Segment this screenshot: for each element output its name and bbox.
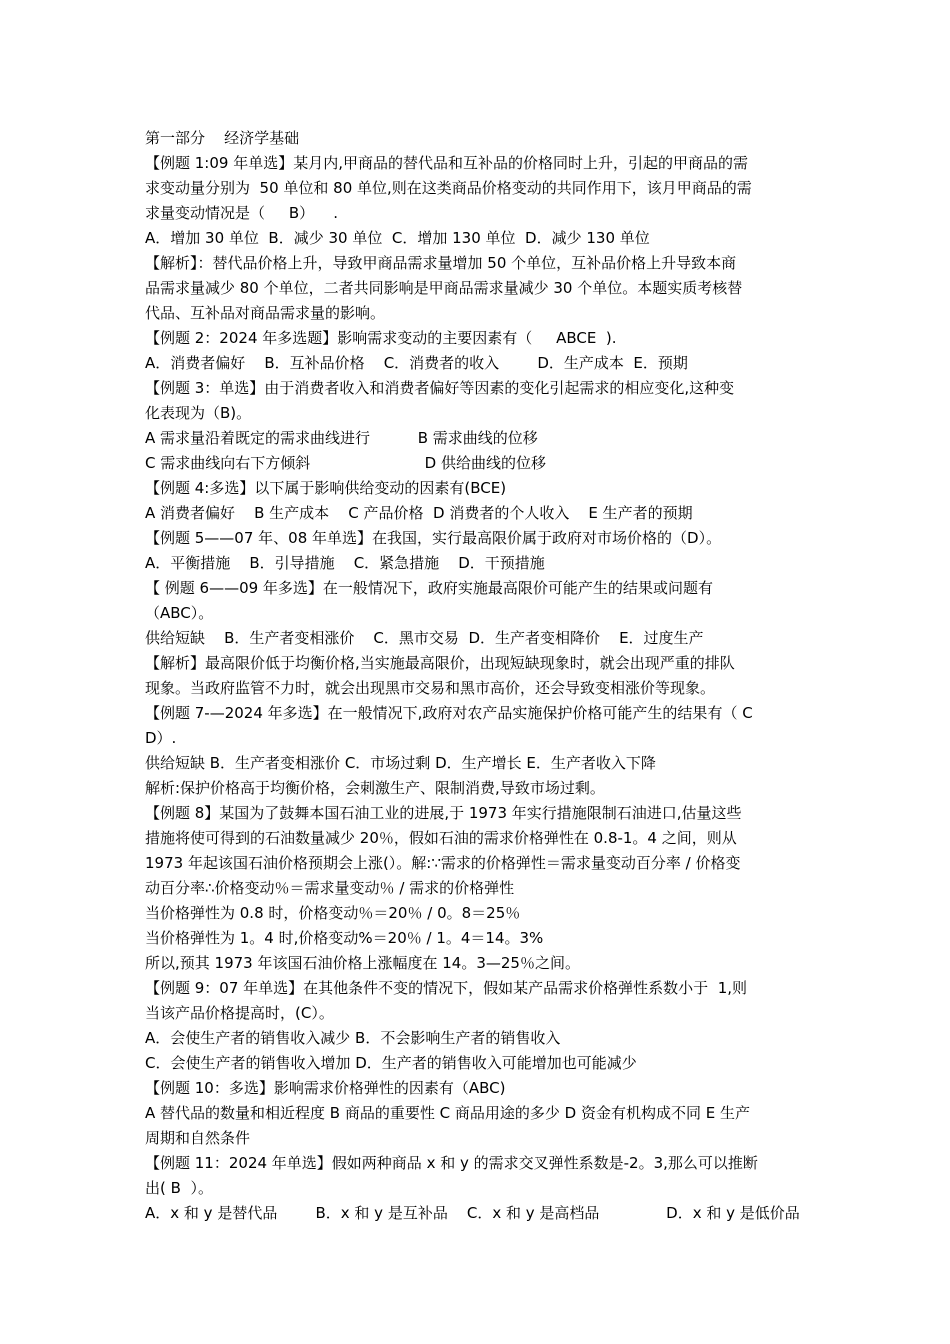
example-5-options: A．平衡措施 B．引导措施 C．紧急措施 D．干预措施 — [145, 554, 545, 572]
example-9-question-line-1: 【例题 9：07 年单选】在其他条件不变的情况下，假如某产品需求价格弹性系数小于 1,则 — [145, 979, 748, 997]
example-1-analysis-line-1: 【解析】：替代品价格上升，导致甲商品需求量增加 50 个单位，互补品价格上升导致本商 — [145, 254, 737, 272]
example-11-question-line-1: 【例题 11：2024 年单选】假如两种商品 x 和 y 的需求交叉弹性系数是-2。3,那么可以推断 — [145, 1154, 758, 1172]
section-heading: 第一部分 经济学基础 — [145, 129, 300, 147]
example-3-question-line-1: 【例题 3：单选】由于消费者收入和消费者偏好等因素的变化引起需求的相应变化,这种变 — [145, 379, 735, 397]
document-body — [145, 126, 810, 1226]
example-1-question-line-3: 求量变动情况是（ B） . — [145, 204, 338, 222]
example-5-question: 【例题 5——07 年、08 年单选】在我国，实行最高限价属于政府对市场价格的（D）。 — [145, 529, 722, 547]
example-7-question-line-1: 【例题 7-—2024 年多选】在一般情况下,政府对农产品实施保护价格可能产生的结果有（ C — [145, 704, 753, 722]
example-9-options-line-1: A．会使生产者的销售收入减少 B．不会影响生产者的销售收入 — [145, 1029, 561, 1047]
example-8-question-line-3: 1973 年起该国石油价格预期会上涨(）。解:∵需求的价格弹性＝需求量变动百分率 / 价格变 — [145, 854, 741, 872]
example-8-solution-line-2: 当价格弹性为 0.8 时，价格变动％＝20％ / 0。8＝25％ — [145, 904, 521, 922]
example-8-solution-line-3: 当价格弹性为 1。4 时,价格变动%＝20％ / 1。4＝14。3% — [145, 929, 544, 947]
example-1-question-line-1: 【例题 1:09 年单选】某月内,甲商品的替代品和互补品的价格同时上升，引起的甲商品的需 — [145, 154, 748, 172]
example-7-options: 供给短缺 B．生产者变相涨价 C．市场过剩 D．生产增长 E．生产者收入下降 — [145, 754, 656, 772]
example-3-options-line-2: C 需求曲线向右下方倾斜 D 供给曲线的位移 — [145, 454, 546, 472]
example-10-question: 【例题 10：多选】影响需求价格弹性的因素有（ABC) — [145, 1079, 506, 1097]
example-3-question-line-2: 化表现为（B)。 — [145, 404, 252, 422]
example-11-options: A．x 和 y 是替代品 B．x 和 y 是互补品 C．x 和 y 是高档品 D．x 和 y 是低价品 — [145, 1204, 800, 1222]
example-6-question-line-2: （ABC）。 — [145, 604, 214, 622]
example-8-solution-line-4: 所以,预其 1973 年该国石油价格上涨幅度在 14。3—25％之间。 — [145, 954, 580, 972]
example-1-analysis-line-3: 代品、互补品对商品需求量的影响。 — [145, 304, 386, 322]
example-2-options: A．消费者偏好 B．互补品价格 C．消费者的收入 D．生产成本 E．预期 — [145, 354, 688, 372]
example-7-analysis: 解析:保护价格高于均衡价格，会刺激生产、限制消费,导致市场过剩。 — [145, 779, 605, 797]
example-6-analysis-line-1: 【解析】最高限价低于均衡价格,当实施最高限价，出现短缺现象时，就会出现严重的排队 — [145, 654, 735, 672]
example-8-question-line-2: 措施将使可得到的石油数量减少 20％，假如石油的需求价格弹性在 0.8-1。4 之间，则从 — [145, 829, 737, 847]
example-11-question-line-2: 出( B ）。 — [145, 1179, 213, 1197]
example-7-question-line-2: D）. — [145, 729, 177, 747]
example-3-options-line-1: A 需求量沿着既定的需求曲线进行 B 需求曲线的位移 — [145, 429, 538, 447]
example-1-options: A．增加 30 单位 B．减少 30 单位 C．增加 130 单位 D．减少 130 单位 — [145, 229, 650, 247]
example-10-options-line-1: A 替代品的数量和相近程度 B 商品的重要性 C 商品用途的多少 D 资金有机构成不同 E 生产 — [145, 1104, 750, 1122]
example-1-question-line-2: 求变动量分别为 50 单位和 80 单位,则在这类商品价格变动的共同作用下，该月甲商品的需 — [145, 179, 752, 197]
example-1-analysis-line-2: 品需求量减少 80 个单位，二者共同影响是甲商品需求量减少 30 个单位。本题实质考核替 — [145, 279, 743, 297]
example-4-options: A 消费者偏好 B 生产成本 C 产品价格 D 消费者的个人收入 E 生产者的预期 — [145, 504, 693, 522]
example-9-question-line-2: 当该产品价格提高时，(C）。 — [145, 1004, 334, 1022]
example-6-question-line-1: 【 例题 6——09 年多选】在一般情况下，政府实施最高限价可能产生的结果或问题有 — [145, 579, 713, 597]
example-8-solution-line-1: 动百分率∴价格变动％＝需求量变动％ / 需求的价格弹性 — [145, 879, 515, 897]
example-2-question: 【例题 2：2024 年多选题】影响需求变动的主要因素有（ ABCE ). — [145, 329, 617, 347]
example-9-options-line-2: C．会使生产者的销售收入增加 D．生产者的销售收入可能增加也可能减少 — [145, 1054, 637, 1072]
example-6-options: 供给短缺 B．生产者变相涨价 C．黑市交易 D．生产者变相降价 E．过度生产 — [145, 629, 704, 647]
example-8-question-line-1: 【例题 8】某国为了鼓舞本国石油工业的进展,于 1973 年实行措施限制石油进口,估量这些 — [145, 804, 742, 822]
example-10-options-line-2: 周期和自然条件 — [145, 1129, 251, 1147]
example-6-analysis-line-2: 现象。当政府监管不力时，就会出现黑市交易和黑市高价，还会导致变相涨价等现象。 — [145, 679, 716, 697]
example-4-question: 【例题 4:多选】以下属于影响供给变动的因素有(BCE) — [145, 479, 507, 497]
